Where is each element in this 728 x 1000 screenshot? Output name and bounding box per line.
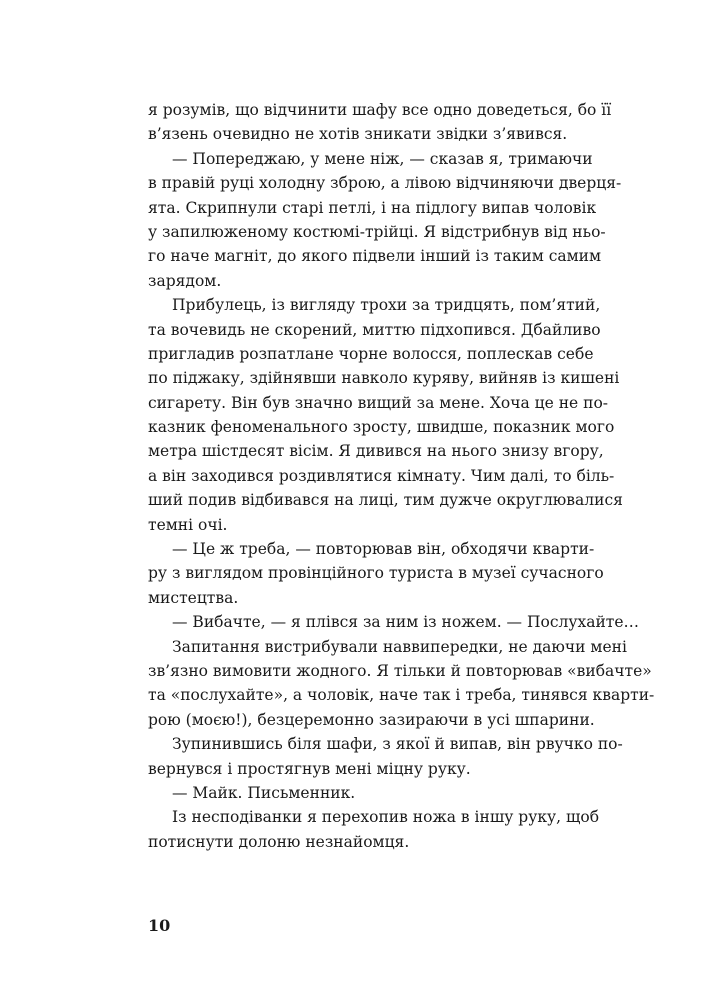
text-line: — Це ж треба, — повторював він, обходячи кварти- (172, 540, 595, 559)
text-line: та вочевидь не скорений, миттю підхопився. Дбайливо (148, 320, 601, 339)
text-line: в’язень очевидно не хотів зникати звідки з’явився. (148, 125, 568, 144)
text-line: ший подив відбивався на лиці, тим дужче округлювалися (148, 491, 623, 510)
text-line: вернувся і простягнув мені міцну руку. (148, 759, 471, 778)
page-number: 10 (148, 916, 171, 935)
text-line: я розумів, що відчинити шафу все одно доведеться, бо її (148, 101, 612, 119)
text-line: ята. Скрипнули старі петлі, і на підлогу випав чоловік (148, 198, 597, 217)
text-line: зарядом. (148, 271, 222, 290)
text-line: темні очі. (148, 515, 228, 534)
text-line: та «послухайте», а чоловік, наче так і треба, тинявся кварти- (148, 686, 655, 705)
text-line: Із несподіванки я перехопив ножа в іншу руку, щоб (172, 808, 600, 827)
text-line: потиснути долоню незнайомця. (148, 832, 410, 851)
text-line: в правій руці холодну зброю, а лівою відчиняючи дверця- (148, 174, 622, 193)
text-line: по піджаку, здійнявши навколо куряву, вийняв із кишені (148, 369, 620, 388)
text-line: Прибулець, із вигляду трохи за тридцять, пом’ятий, (172, 296, 601, 315)
text-line: — Вибачте, — я плівся за ним із ножем. — Послухайте… (172, 613, 640, 632)
text-line: сигарету. Він був значно вищий за мене. Хоча це не по- (148, 393, 609, 412)
text-line: а він заходився роздивлятися кімнату. Чим далі, то біль- (148, 466, 615, 485)
text-line: — Попереджаю, у мене ніж, — сказав я, тримаючи (172, 149, 593, 168)
text-line: ру з виглядом провінційного туриста в музеї сучасного (148, 564, 604, 583)
text-line: Зупинившись біля шафи, з якої й випав, він рвучко по- (172, 735, 623, 754)
text-line: метра шістдесят вісім. Я дивився на нього знизу вгору, (148, 442, 604, 461)
text-line: Запитання вистрибували наввипередки, не даючи мені (172, 637, 627, 656)
text-line: пригладив розпатлане чорне волосся, поплескав себе (148, 344, 594, 363)
text-line: казник феноменального зросту, швидше, показник мого (148, 418, 615, 437)
text-line: рою (моєю!), безцеремонно зазираючи в усі шпарини. (148, 710, 595, 729)
body-text (148, 98, 655, 854)
text-line: го наче магніт, до якого підвели інший із таким самим (148, 247, 602, 266)
text-line: зв’язно вимовити жодного. Я тільки й повторював «вибачте» (148, 661, 652, 680)
text-line: — Майк. Письменник. (172, 783, 356, 802)
text-line: мистецтва. (148, 588, 239, 607)
text-line: у запилюженому костюмі-трійці. Я відстрибнув від ньо- (148, 222, 606, 241)
